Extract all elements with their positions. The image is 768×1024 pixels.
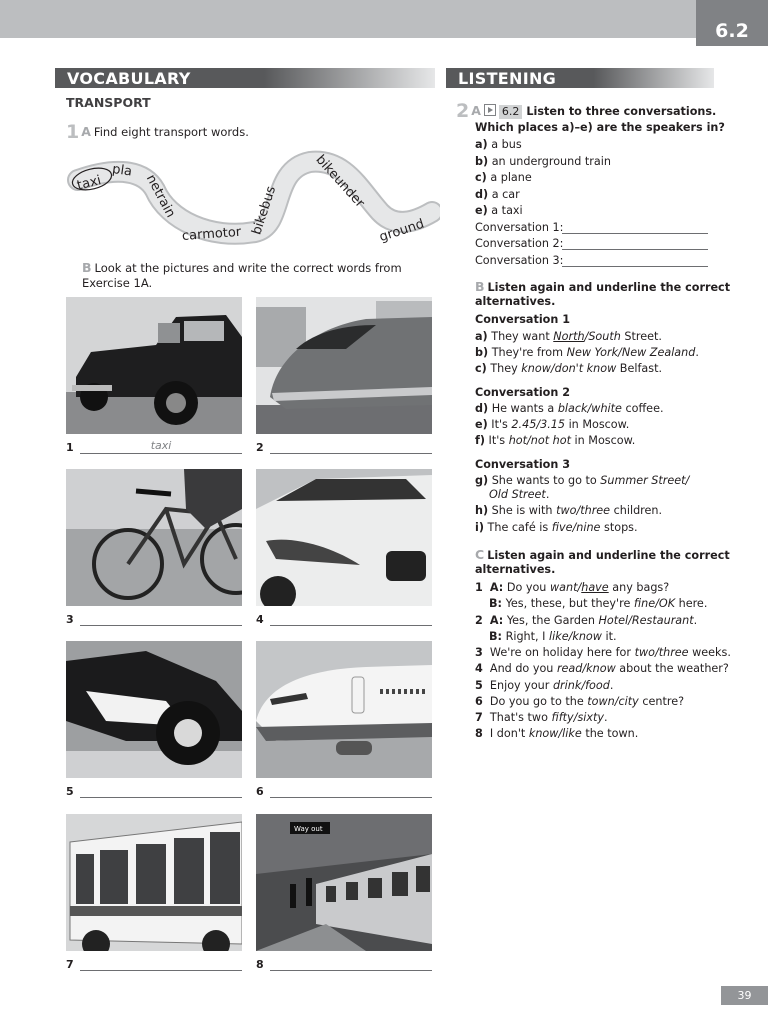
exercise-2a-instruction: 2 A 6.2 Listen to three conversations.: [456, 100, 717, 122]
item-2b-f: f) It's hot/not hot in Moscow.: [475, 434, 636, 447]
snake-circled-word: taxi: [75, 173, 103, 194]
underground-photo: [256, 814, 432, 951]
conversation-2-label: Conversation 2:: [475, 237, 564, 250]
snake-segment-2: netrain: [142, 172, 178, 221]
conversation-3-heading: Conversation 3: [475, 458, 570, 471]
exercise-1a-instruction: 1 A Find eight transport words.: [66, 121, 249, 143]
answer-field-5[interactable]: [80, 783, 242, 798]
answer-number-6: 6: [256, 785, 264, 798]
item-2b-d: d) He wants a black/white coffee.: [475, 402, 664, 415]
answer-number-8: 8: [256, 958, 264, 971]
item-2b-c: c) They know/don't know Belfast.: [475, 362, 663, 375]
train-photo: [256, 297, 432, 434]
conversation-2-answer-field[interactable]: [562, 237, 708, 250]
snake-segment-6: ground: [377, 216, 427, 246]
car-photo: [256, 469, 432, 606]
answer-number-7: 7: [66, 958, 74, 971]
option-e: e) a taxi: [475, 204, 523, 217]
item-2c-7: 7 That's two fifty/sixty.: [475, 711, 608, 724]
answer-number-1: 1: [66, 441, 74, 454]
item-2c-3: 3 We're on holiday here for two/three weeks.: [475, 646, 731, 659]
exercise-2b-instruction: B Listen again and underline the correct: [475, 279, 731, 294]
exercise-2a-instruction-line2: Which places a)–e) are the speakers in?: [475, 121, 725, 134]
answer-field-8[interactable]: [270, 956, 432, 971]
answer-field-1[interactable]: taxi: [80, 439, 242, 454]
page-number: 39: [721, 986, 768, 1005]
answer-field-6[interactable]: [270, 783, 432, 798]
item-2c-2b: B: Right, I like/know it.: [489, 630, 617, 643]
option-b: b) an underground train: [475, 155, 611, 168]
option-c: c) a plane: [475, 171, 532, 184]
item-2c-2a: 2 A: Yes, the Garden Hotel/Restaurant.: [475, 614, 698, 627]
snake-segment-4: bikebus: [249, 184, 280, 237]
exercise-2c-instruction-line2: alternatives.: [475, 563, 556, 576]
conversation-1-answer-field[interactable]: [562, 221, 708, 234]
item-2b-g: g) She wants to go to Summer Street/: [475, 474, 690, 487]
word-snake-puzzle: [60, 150, 440, 250]
item-2b-e: e) It's 2.45/3.15 in Moscow.: [475, 418, 630, 431]
answer-number-5: 5: [66, 785, 74, 798]
top-banner: [0, 0, 768, 38]
answer-field-7[interactable]: [80, 956, 242, 971]
item-2b-g-line2: Old Street.: [489, 488, 550, 501]
item-2c-6: 6 Do you go to the town/city centre?: [475, 695, 685, 708]
answer-number-4: 4: [256, 613, 264, 626]
conversation-3-answer-field[interactable]: [562, 254, 708, 267]
listening-heading: LISTENING: [446, 68, 714, 88]
conversation-1-label: Conversation 1:: [475, 221, 564, 234]
conversation-3-label: Conversation 3:: [475, 254, 564, 267]
bus-photo: [66, 814, 242, 951]
item-2c-4: 4 And do you read/know about the weather?: [475, 662, 729, 675]
audio-play-icon[interactable]: [484, 104, 496, 116]
answer-field-3[interactable]: [80, 611, 242, 626]
item-2c-5: 5 Enjoy your drink/food.: [475, 679, 614, 692]
answer-field-4[interactable]: [270, 611, 432, 626]
motorbike-photo: [66, 641, 242, 778]
item-2b-a: a) They want North/South Street.: [475, 330, 662, 343]
vocabulary-heading: VOCABULARY: [55, 68, 435, 88]
track-number: 6.2: [499, 105, 523, 119]
snake-segment-5: bikeunder: [312, 152, 368, 211]
answer-number-2: 2: [256, 441, 264, 454]
unit-number-tab: 6.2: [696, 0, 768, 46]
snake-segment-3: carmotor: [181, 224, 242, 244]
answer-field-2[interactable]: [270, 439, 432, 454]
taxi-photo: [66, 297, 242, 434]
bike-photo: [66, 469, 242, 606]
snake-segment-1: pla: [111, 161, 133, 180]
way-out-sign: Way out: [294, 825, 323, 833]
exercise-2c-instruction: C Listen again and underline the correct: [475, 547, 730, 562]
item-2b-i: i) The café is five/nine stops.: [475, 521, 638, 534]
transport-subheading: TRANSPORT: [66, 95, 151, 110]
option-a: a) a bus: [475, 138, 522, 151]
option-d: d) a car: [475, 188, 520, 201]
exercise-2b-instruction-line2: alternatives.: [475, 295, 556, 308]
item-2c-1a: 1 A: Do you want/have any bags?: [475, 581, 670, 594]
item-2b-h: h) She is with two/three children.: [475, 504, 663, 517]
conversation-2-heading: Conversation 2: [475, 386, 570, 399]
item-2c-8: 8 I don't know/like the town.: [475, 727, 639, 740]
conversation-1-heading: Conversation 1: [475, 313, 570, 326]
item-2b-b: b) They're from New York/New Zealand.: [475, 346, 699, 359]
plane-photo: [256, 641, 432, 778]
exercise-1b-instruction: B Look at the pictures and write the correct words from Exercise 1A.: [82, 260, 402, 290]
item-2c-1b: B: Yes, these, but they're fine/OK here.: [489, 597, 708, 610]
answer-number-3: 3: [66, 613, 74, 626]
